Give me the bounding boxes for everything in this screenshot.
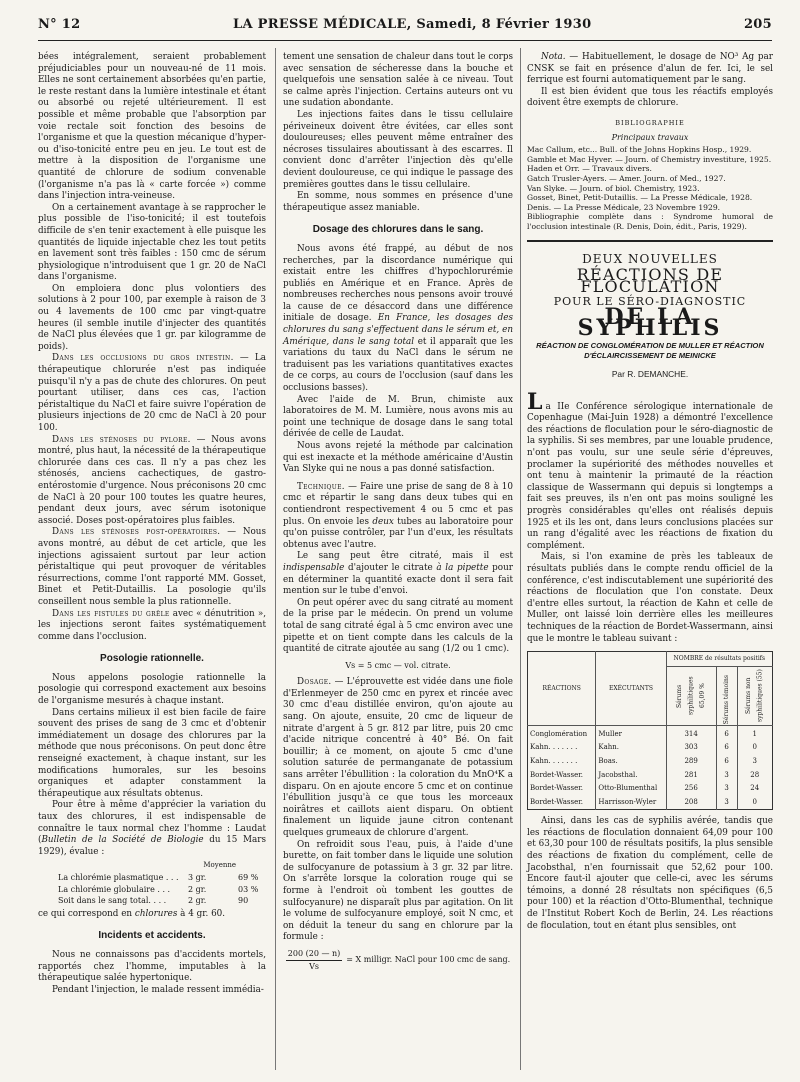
table-header-col: Sérums non syphilitiques (55) [745, 669, 764, 723]
paragraph: Il est bien évident que tous les réactifs employés doivent être exempts de chlorure. [527, 86, 773, 109]
paragraph: Nota. — Habituellement, le dosage de NO³ Ag par CNSK se fait en présence d'alun de fer. Ici, le sel ferrique est fourni automatiquement par le sang. [527, 52, 773, 86]
paragraph: Dans les fistules du grêle avec « dénutrition », les injections seront faites systématiquement comme dans l'occlusion. [38, 608, 266, 642]
section-heading: Incidents et accidents. [98, 930, 206, 942]
table-row: Bordet-Wasser. Harrisson-Wyler 208 3 0 [528, 796, 773, 810]
paragraph: Dans les occlusions du gros intestin. — La thérapeutique chlorurée n'est pas indiquée puisqu'il n'y a pas de chute des chlorures. On peut pourtant utiliser, dans ces cas, l'action péristaltique du NaCl et faire suivre l'opération de plusieurs injections de 20 cmc de NaCl à 20 pour 100. [38, 353, 266, 433]
subheading: Dans les occlusions du gros intestin. [52, 353, 234, 364]
paragraph: Pour être à même d'apprécier la variation du taux des chlorures, il est indispensable de connaître le taux normal chez l'homme : Laudat (Bulletin de la Société de Biologie du 15 Mars 1929), évalue : [38, 800, 266, 857]
paragraph: Nous ne connaissons pas d'accidents mortels, rapportés chez l'homme, imputables à la thérapeutique salée hypertonique. [38, 949, 266, 984]
paragraph: Nous appelons posologie rationnelle la posologie qui correspond exactement aux besoins de l'organisme mesurés à chaque instant. [38, 672, 266, 707]
column-1 [38, 52, 266, 996]
bibliography-entry: Denis. — La Presse Médicale, 23 Novembre 1929. [527, 202, 721, 212]
paragraph: ce qui correspond en chlorures à 4 gr. 60. [38, 908, 226, 919]
table-row: Bordet-Wasser. Jacobsthal. 281 3 28 [528, 769, 773, 783]
page-number: 205 [743, 16, 772, 32]
table-header-col: Sérums syphilitiques 65,09 % [675, 676, 706, 716]
table-header-reactions: RÉACTIONS [528, 652, 596, 726]
article-title-line-1: DEUX NOUVELLES [582, 251, 718, 266]
paragraph: Avec l'aide de M. Brun, chimiste aux laboratoires de M. M. Lumière, nous avons mis au point une technique de dosage dans le sang total dérivée de celle de Laudat. [283, 394, 513, 440]
paragraph: Dosage. — L'éprouvette est vidée dans une fiole d'Erlenmeyer de 250 cmc en pyrex et rincée avec 30 cmc d'eau distillée environ, qu'on ajoute au sang. On ajoute, ensuite, 20 cmc de liqueur de nitrate d'argent à 5 gr. 812 par litre, puis 20 cmc d'acide nitrique concentré à 40° Bé. On fait bouillir; à ce moment, on ajoute 5 cmc d'une solution saturée de permanganate de potassium sans arrêter l'ébullition : la coloration du MnO⁴K a disparu. On en ajoute encore 5 cmc et on continue l'ébullition jusqu'à ce que tous les morceaux noirâtres et caillots aient disparu. On obtient finalement un liquide jaune citron contenant quelques grumeaux de chlorure d'argent. [283, 677, 513, 838]
journal-title: LA PRESSE MÉDICALE, Samedi, 8 Février 1930 [233, 16, 592, 32]
section-heading: Posologie rationnelle. [100, 653, 204, 665]
page-header [38, 14, 772, 34]
paragraph: On peut opérer avec du sang citraté au moment de la prise par le médecin. On prend un volume total de sang citraté égal à 5 cmc environ avec une pipette et on tient compte dans les calculs de la quantité de citrate ajoutée au sang (1/2 ou 1 cmc). [283, 597, 513, 655]
article-title-line-3: POUR LE SÉRO-DIAGNOSTIC [553, 295, 747, 309]
article-subtitle: RÉACTION DE CONGLOMÉRATION DE MULLER ET RÉACTION D'ÉCLAIRCISSEMENT DE MEINICKE [536, 341, 764, 361]
bibliography-list [527, 145, 773, 231]
paragraph: Mais, si l'on examine de près les tableaux de résultats publiés dans le compte rendu officiel de la conférence, c'est indiscutablement une supériorité des réactions de floculation que l'on constate. Deux d'entre elles surtout, la réaction de Kahn et celle de Muller, ont laissé loin derrière elles les meilleures techniques de la réaction de Bordet-Wassermann, ainsi que le montre le tableau suivant : [527, 552, 773, 644]
paragraph: On emploiera donc plus volontiers des solutions à 2 pour 100, par exemple à raison de 3 ou 4 lavements de 100 cmc par vingt-quatre heures (il semble inutile d'injecter des quantités de NaCl plus élevées que 1 gr. par kilogramme de poids). [38, 283, 266, 352]
column-separator [520, 48, 521, 1070]
subheading: Dans les sténoses post-opératoires. [52, 527, 221, 538]
paragraph: On a certainement avantage à se rapprocher le plus possible de l'iso-tonicité; il est toutefois difficile de s'en tenir exactement à elle puisque les quantités de liquide injectable chez les tout petits en lavement sont très faibles : 150 cmc de sérum physiologique n'introduisent que 1 gr. 20 de NaCl dans l'organisme. [38, 202, 266, 283]
formula-vs: Vs = 5 cmc — vol. citrate. [345, 660, 451, 670]
column-3 [527, 52, 773, 932]
bibliography-entry: Gamble et Mac Hyver. — Journ. of Chemistry investiture, 1925. [527, 154, 772, 164]
section-heading: Dosage des chlorures dans le sang. [312, 224, 484, 236]
table-header-executants: EXÉCUTANTS [596, 652, 666, 726]
bibliography-entry: Gosset, Binet, Petit-Dutaillis. — La Presse Médicale, 1928. [527, 193, 753, 203]
paragraph: Nous avons été frappé, au début de nos recherches, par la discordance numérique qui existait entre les chiffres d'hypochlorurémie publiés en Amérique et en France. Après de nombreuses recherches nous pensons avoir trouvé la cause de ce désaccord dans une différence initiale de dosage. En France, les dosages des chlorures du sang s'effectuent dans le sérum et, en Amérique, dans le sang total et il apparaît que les variations du taux du NaCl dans le sérum ne traduisent pas les variations quantitatives exactes de ce corps, au cours de l'occlusion (sauf dans les occlusions basses). [283, 243, 514, 394]
table-row: Kahn. . . . . . . Kahn. 303 6 0 [528, 741, 773, 755]
table-header-nombre: NOMBRE de résultats positifs [666, 652, 772, 667]
formula-nacl: $\frac{200 (20 — n)}{Vs}$ = X milligr. NaCl pour 100 cmc de sang. [287, 948, 511, 971]
column-separator [275, 48, 276, 1070]
subheading: Dans les sténoses du pylore. [52, 434, 191, 445]
results-table [527, 651, 773, 810]
paragraph: Nous avons rejeté la méthode par calcination qui est inexacte et la méthode américaine d'Austin Van Slyke qui ne nous a pas donné satisfaction. [283, 441, 513, 475]
paragraph: Ainsi, dans les cas de syphilis avérée, tandis que les réactions de floculation donnaient 64,09 pour 100 et 63,30 pour 100 de résultats positifs, la plus sensible des réactions de fixation du complément, celle de Jacobsthal, n'en fournissait que 52,62 pour 100. Encore faut-il ajouter que celle-ci, avec les sérums témoins, a donné 28 résultats non spécifiques (6,5 pour 100) et la réaction d'Otto-Blumenthal, technique de l'Institut Robert Koch de Berlin, 24. Les réactions de floculation, tout en étant plus sensibles, ont [527, 816, 773, 931]
bibliography-entry: Mac Callum, etc... Bull. of the Johns Hopkins Hosp., 1929. [527, 145, 752, 155]
paragraph: tement une sensation de chaleur dans tout le corps avec sensation de sécheresse dans la bouche et quelquefois une sensation salée à ce niveau. Tout se calme après l'injection. Certains auteurs ont vu une sudation abondante. [283, 52, 513, 109]
article-divider [527, 240, 773, 242]
table-row: Bordet-Wasser. Otto-Blumenthal 256 3 24 [528, 782, 773, 796]
paragraph: On refroidit sous l'eau, puis, à l'aide d'une burette, on fait tomber dans le liquide une solution de sulfocyanure de potassium à 3 gr. 32 par litre. On s'arrête lorsque la coloration rouge qui se forme à l'endroit où tombent les gouttes de sulfocyanure) ne disparaît plus par agitation. On lit le volume de sulfocyanure employé, soit N cmc, et on déduit la teneur du sang en chlorure par la formule : [283, 839, 513, 943]
paragraph: En somme, nous sommes en présence d'une thérapeutique assez maniable. [283, 191, 513, 213]
paragraph: bées intégralement, seraient probablement préjudiciables pour un nouveau-né de 11 mois. Elles ne sont certainement absorbées qu'en partie, le reste restant dans la lumière intestinale et étant ou absorbé ou rejeté ultérieurement. Il est possible et même probable que l'absorption par voie rectale soit fonction des besoins de l'organisme et que la question mécanique d'hyper- ou d'iso-tonicité entre peu en jeu. Le tout est de mettre à la disposition de l'organisme une quantité de chlorure de sodium convenable (l'organisme n'a pas là « carte forcée ») comme dans l'injection intra-veineuse. [38, 52, 266, 202]
paragraph: Les injections faites dans le tissu cellulaire périveineux doivent être évitées, car elles sont douloureuses; elles peuvent même entraîner des nécroses tissulaires aboutissant à des escarres. Il convient donc d'arrêter l'injection dès qu'elle devient douloureuse, ce qui indique le passage des premières gouttes dans le tissu cellulaire. [283, 109, 513, 190]
paragraph: Le sang peut être citraté, mais il est indispensable d'ajouter le citrate à la pipette pour en déterminer la quantité exacte dont il sera fait mention sur le tube d'envoi. [283, 551, 513, 597]
column-2 [283, 52, 513, 976]
bibliography-title: BIBLIOGRAPHIE [615, 118, 685, 127]
chloremia-table: Moyenne La chlorémie plasmatique . . . 3 gr. 69 % La chlorémie globulaire . . . 2 gr. 03 % Soit dans le sang total. . . . 2 gr. 90 [58, 861, 259, 906]
article-title-line-2: RÉACTIONS DE FLOCULATION [576, 265, 724, 296]
bibliography-entry: Gatch Trusler-Ayers. — Amer. Journ. of Med., 1927. [527, 173, 726, 183]
bibliography-entry: Haden et Orr. — Travaux divers. [527, 164, 652, 174]
bibliography-entry: Bibliographie complète dans : Syndrome humoral de l'occlusion intestinale (R. Denis, Doin, édit., Paris, 1929). [527, 212, 773, 231]
paragraph: Pendant l'injection, le malade ressent immédia- [52, 984, 264, 995]
subheading: Dans les fistules du grêle [52, 608, 170, 619]
paragraph: Dans les sténoses post-opératoires. — Nous avons montré, au début de cet article, que les injections agissaient surtout par leur action péristaltique qui peut provoquer de véritables résurrections, comme l'ont rapporté MM. Gosset, Binet et Petit-Dutaillis. La posologie qu'ils conseillent nous semble la plus rationnelle. [38, 527, 266, 607]
lead-paragraph: La IIe Conférence sérologique internationale de Copenhague (Mai-Juin 1928) a démontré l'excellence des réactions de floculation pour le séro-diagnostic de la syphilis. Si ses membres, par une louable prudence, n'ont pas voulu, sur une seule série d'épreuves, proclamer la supériorité des méthodes nouvelles et ont tenu à maintenir la primauté de la réaction classique de Wassermann qui depuis si longtemps a fait ses preuves, ils n'en ont pas moins souligné les progrès considérables qu'elles ont réalisés depuis 1925 et ils les ont, dans leurs conclusions placées sur un rang d'égalité avec les réactions de fixation du complément. [527, 388, 773, 551]
header-rule [38, 40, 772, 41]
paragraph: Technique. — Faire une prise de sang de 8 à 10 cmc et répartir le sang dans deux tubes qui en contiendront respectivement 4 ou 5 cmc et pas plus. On envoie les deux tubes au laboratoire pour qu'on puisse contrôler, par l'un d'eux, les résultats obtenus avec l'autre. [283, 481, 513, 550]
article-title-line-4: DE LA SYPHILIS [577, 303, 723, 342]
table-row: Kahn. . . . . . . Boas. 289 6 3 [528, 755, 773, 769]
paragraph: Dans les sténoses du pylore. — Nous avons montré, plus haut, la nécessité de la thérapeutique chlorurée dans ces cas. Il n'y a pas chez les sténosés, anciens cachectiques, de gastro-entérostomie d'urgence. Nous préconisons 20 cmc de NaCl à 20 pour 100 toutes les quatre heures, pendant deux jours, avec sérum isotonique associé. Doses post-opératoires plus faibles. [38, 434, 266, 526]
table-header-col: Sérums témoins [722, 674, 730, 724]
bibliography-entry: Van Slyke. — Journ. of biol. Chemistry, 1923. [527, 183, 700, 193]
bibliography-subtitle: Principaux travaux [611, 132, 689, 142]
drop-cap: L [527, 388, 543, 415]
table-row: Conglomération Muller 314 6 1 [528, 725, 773, 741]
paragraph: Dans certains milieux il est bien facile de faire souvent des prises de sang de 3 cmc et d'obtenir immédiatement un dosage des chlorures par la méthode que nous préconisons. On peut donc être renseigné exactement, à chaque instant, sur les modifications humorales, sur les besoins organiques et adapter constamment la thérapeutique aux résultats obtenus. [38, 707, 266, 799]
issue-number: N° 12 [38, 16, 81, 32]
article-author: Par R. DEMANCHE. [611, 369, 689, 380]
